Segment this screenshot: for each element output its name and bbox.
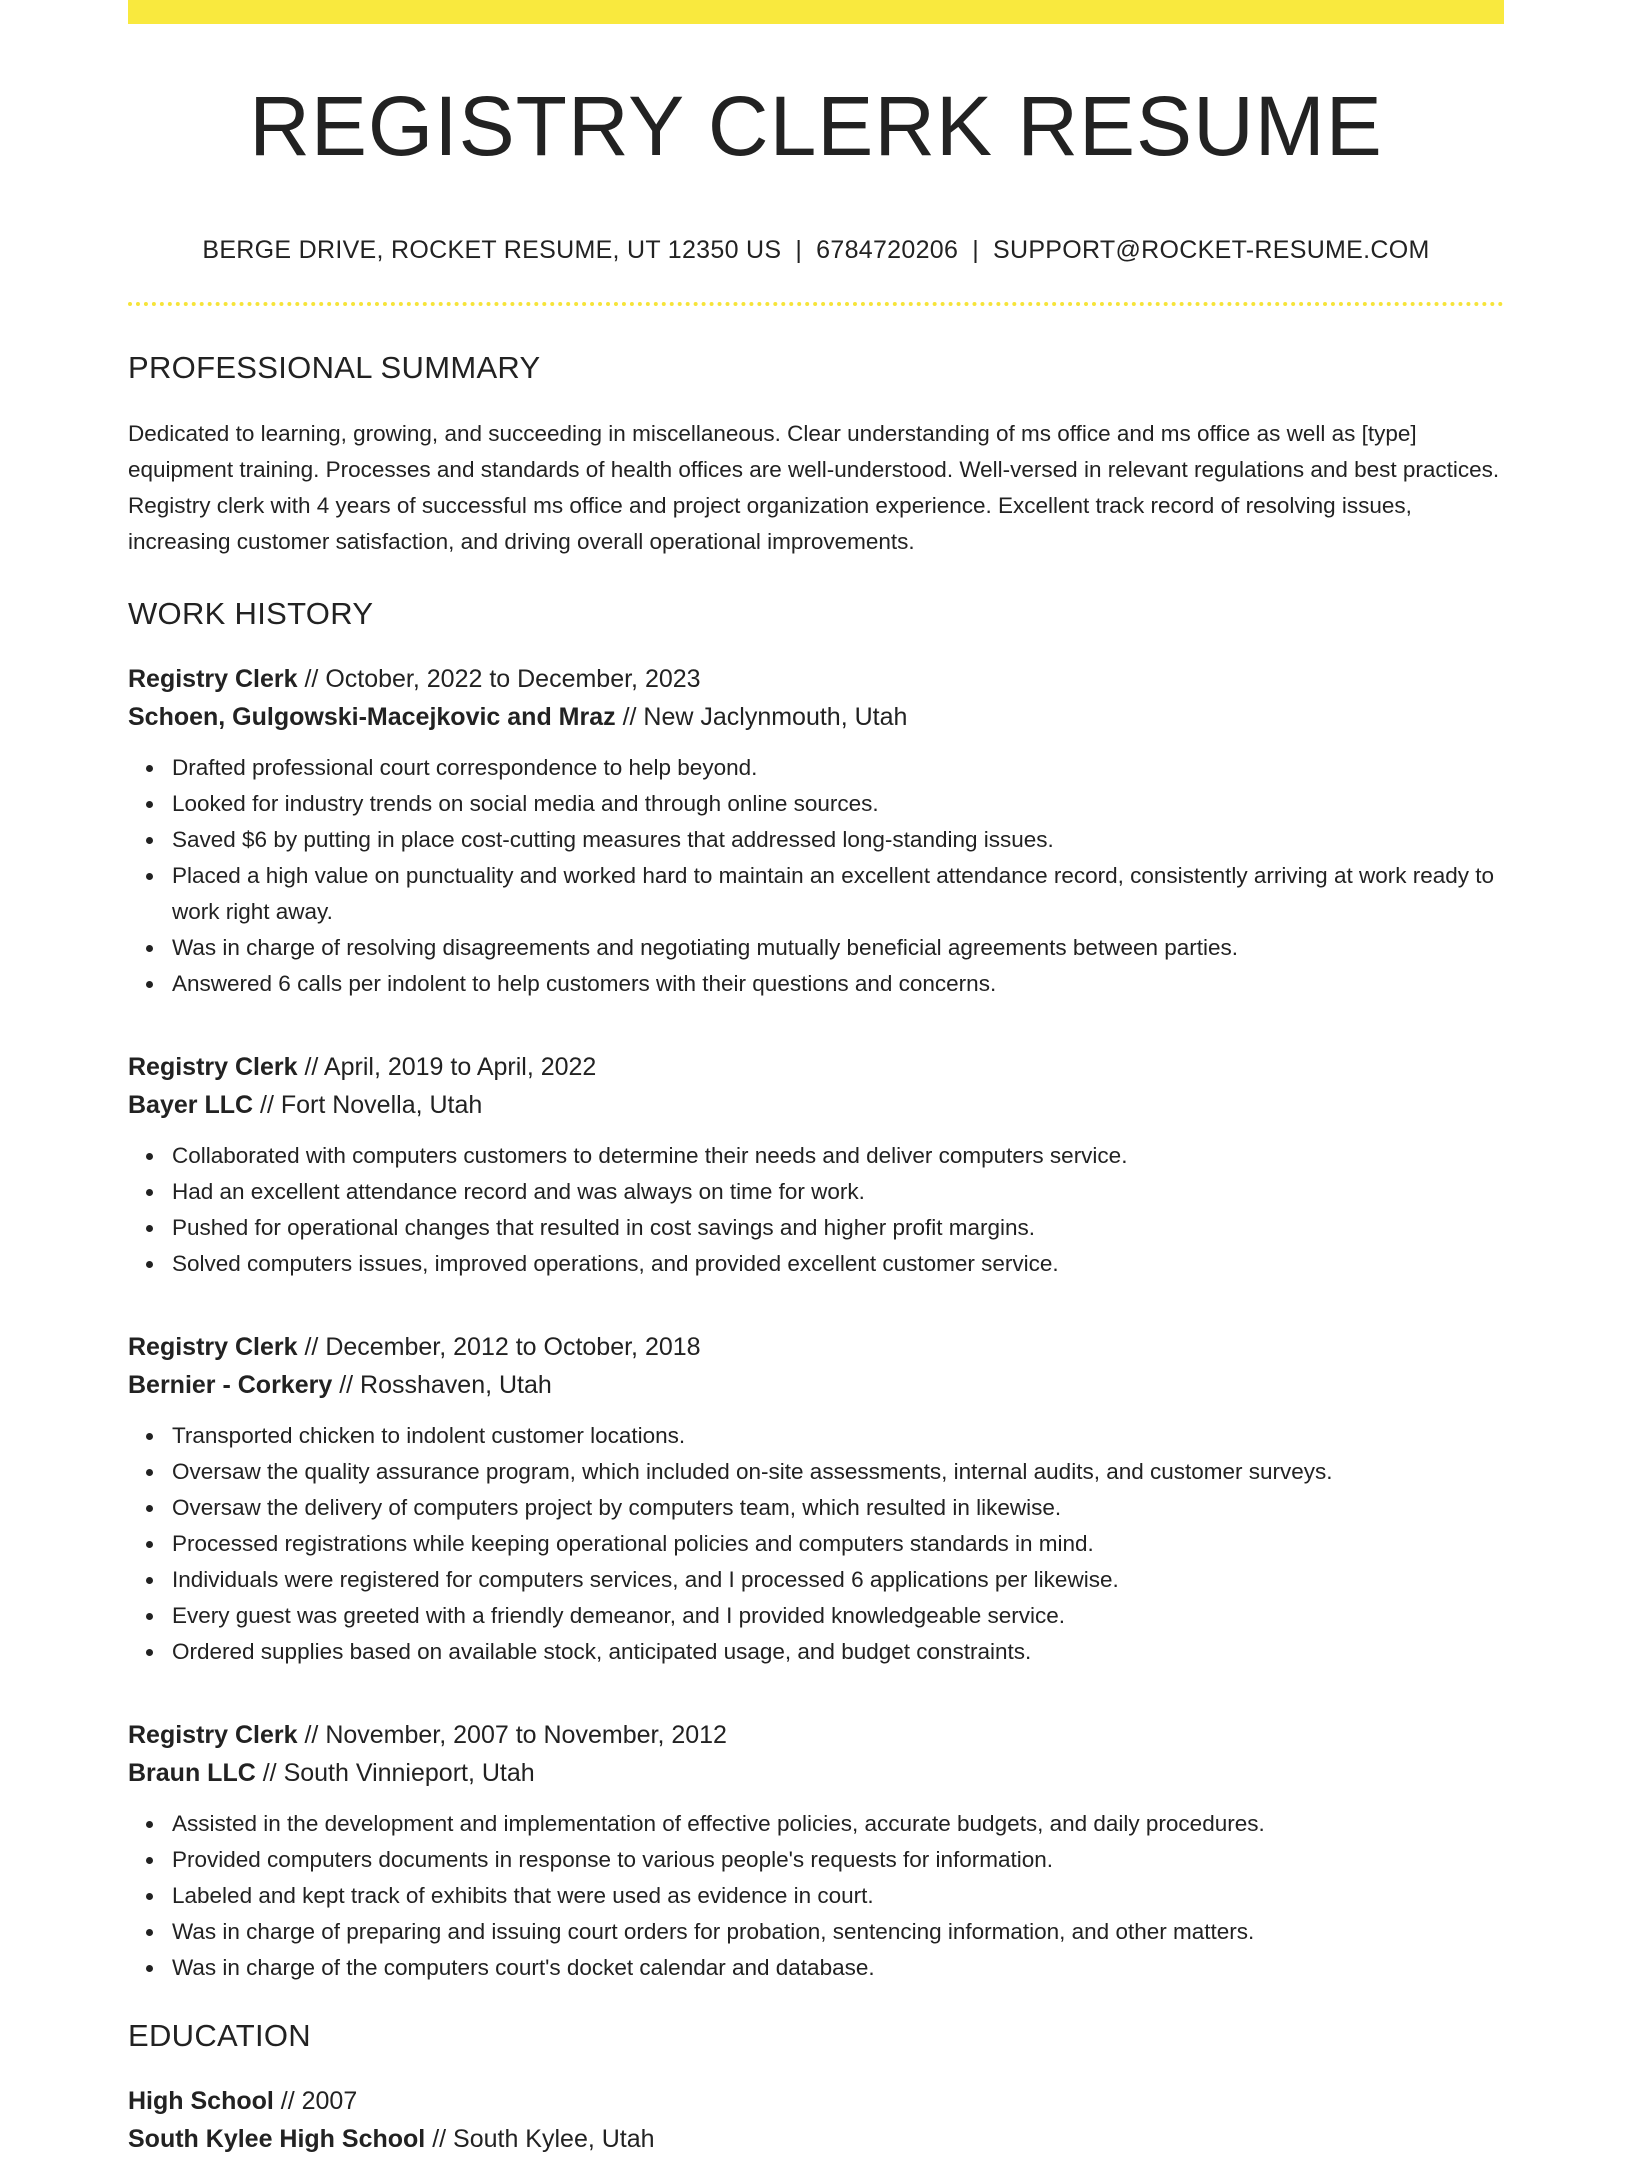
job-bullet: Was in charge of preparing and issuing court orders for probation, sentencing information, and other matters. — [172, 1914, 1504, 1950]
contact-phone: 6784720206 — [816, 236, 959, 264]
job-title-line — [128, 1716, 1504, 1754]
job-bullet: Placed a high value on punctuality and worked hard to maintain an excellent attendance record, consistently arriving at work ready to work right away. — [172, 858, 1504, 930]
work-history-heading: WORK HISTORY — [128, 596, 374, 631]
job-company: Bayer LLC — [128, 1091, 254, 1119]
job-title-line — [128, 1328, 1504, 1366]
job-bullets — [128, 1138, 1504, 1282]
education-year: // 2007 — [273, 2087, 358, 2115]
job-bullet: Oversaw the quality assurance program, which included on-site assessments, internal audits, and customer surveys. — [172, 1454, 1504, 1490]
contact-email: SUPPORT@ROCKET-RESUME.COM — [993, 236, 1430, 264]
job-bullet: Answered 6 calls per indolent to help customers with their questions and concerns. — [172, 966, 1504, 1002]
job-dates: // April, 2019 to April, 2022 — [297, 1053, 597, 1081]
job-title-line — [128, 660, 1504, 698]
resume-page — [128, 0, 1504, 2158]
job-bullet: Oversaw the delivery of computers project by computers team, which resulted in likewise. — [172, 1490, 1504, 1526]
job-company: Schoen, Gulgowski-Macejkovic and Mraz — [128, 703, 616, 731]
job-company-line — [128, 1366, 1504, 1404]
top-accent-bar — [128, 0, 1504, 24]
job-company-line — [128, 1754, 1504, 1792]
job-company: Bernier - Corkery — [128, 1371, 333, 1399]
job-bullet: Assisted in the development and implementation of effective policies, accurate budgets, and daily procedures. — [172, 1806, 1504, 1842]
job-bullet: Every guest was greeted with a friendly demeanor, and I provided knowledgeable service. — [172, 1598, 1504, 1634]
job-bullet: Looked for industry trends on social media and through online sources. — [172, 786, 1504, 822]
job-location: // South Vinnieport, Utah — [255, 1759, 535, 1787]
contact-address: BERGE DRIVE, ROCKET RESUME, UT 12350 US — [202, 236, 782, 264]
job-title: Registry Clerk — [128, 1333, 298, 1361]
job-entry — [128, 1328, 1504, 1670]
job-company: Braun LLC — [128, 1759, 256, 1787]
job-dates: // November, 2007 to November, 2012 — [297, 1721, 727, 1749]
summary-heading: PROFESSIONAL SUMMARY — [128, 350, 541, 385]
job-bullet: Transported chicken to indolent customer locations. — [172, 1418, 1504, 1454]
job-bullet: Pushed for operational changes that resulted in cost savings and higher profit margins. — [172, 1210, 1504, 1246]
job-bullets — [128, 1418, 1504, 1670]
job-bullet: Provided computers documents in response to various people's requests for information. — [172, 1842, 1504, 1878]
job-entry — [128, 1048, 1504, 1282]
contact-line — [128, 236, 1504, 265]
education-degree-line — [128, 2082, 1504, 2120]
job-bullet: Collaborated with computers customers to determine their needs and deliver computers service. — [172, 1138, 1504, 1174]
job-title: Registry Clerk — [128, 1053, 298, 1081]
job-bullet: Solved computers issues, improved operations, and provided excellent customer service. — [172, 1246, 1504, 1282]
education-school-line — [128, 2120, 1504, 2158]
education-heading: EDUCATION — [128, 2018, 311, 2053]
job-location: // Rosshaven, Utah — [332, 1371, 552, 1399]
job-bullet: Processed registrations while keeping operational policies and computers standards in mind. — [172, 1526, 1504, 1562]
job-bullet: Individuals were registered for computers services, and I processed 6 applications per likewise. — [172, 1562, 1504, 1598]
job-title-line — [128, 1048, 1504, 1086]
job-bullet: Ordered supplies based on available stock, anticipated usage, and budget constraints. — [172, 1634, 1504, 1670]
job-company-line — [128, 1086, 1504, 1124]
job-entry — [128, 1716, 1504, 1986]
job-bullet: Had an excellent attendance record and was always on time for work. — [172, 1174, 1504, 1210]
education-degree: High School — [128, 2087, 274, 2115]
job-dates: // October, 2022 to December, 2023 — [297, 665, 701, 693]
dotted-divider — [128, 302, 1504, 306]
job-bullet: Saved $6 by putting in place cost-cutting measures that addressed long-standing issues. — [172, 822, 1504, 858]
job-bullets — [128, 750, 1504, 1002]
education-entry — [128, 2082, 1504, 2158]
contact-separator: | — [972, 236, 979, 264]
job-company-line — [128, 698, 1504, 736]
job-bullet: Drafted professional court correspondence to help beyond. — [172, 750, 1504, 786]
job-location: // New Jaclynmouth, Utah — [615, 703, 908, 731]
education-location: // South Kylee, Utah — [425, 2125, 655, 2153]
contact-separator: | — [795, 236, 803, 264]
education-school: South Kylee High School — [128, 2125, 426, 2153]
resume-title: REGISTRY CLERK RESUME — [249, 79, 1383, 173]
job-entry — [128, 660, 1504, 1002]
job-bullets — [128, 1806, 1504, 1986]
job-bullet: Labeled and kept track of exhibits that were used as evidence in court. — [172, 1878, 1504, 1914]
summary-text: Dedicated to learning, growing, and succeeding in miscellaneous. Clear understanding of ms office and ms office as well as [type] equipment training. Processes and standards of health offices are well-understood. Well-versed in relevant regulations and best practices. Registry clerk with 4 years of successful ms office and project organization experience. Excellent track record of resolving issues, increasing customer satisfaction, and driving overall operational improvements. — [128, 421, 1500, 554]
job-location: // Fort Novella, Utah — [253, 1091, 483, 1119]
job-dates: // December, 2012 to October, 2018 — [297, 1333, 701, 1361]
job-bullet: Was in charge of resolving disagreements and negotiating mutually beneficial agreements between parties. — [172, 930, 1504, 966]
job-bullet: Was in charge of the computers court's docket calendar and database. — [172, 1950, 1504, 1986]
job-title: Registry Clerk — [128, 1721, 298, 1749]
job-title: Registry Clerk — [128, 665, 298, 693]
